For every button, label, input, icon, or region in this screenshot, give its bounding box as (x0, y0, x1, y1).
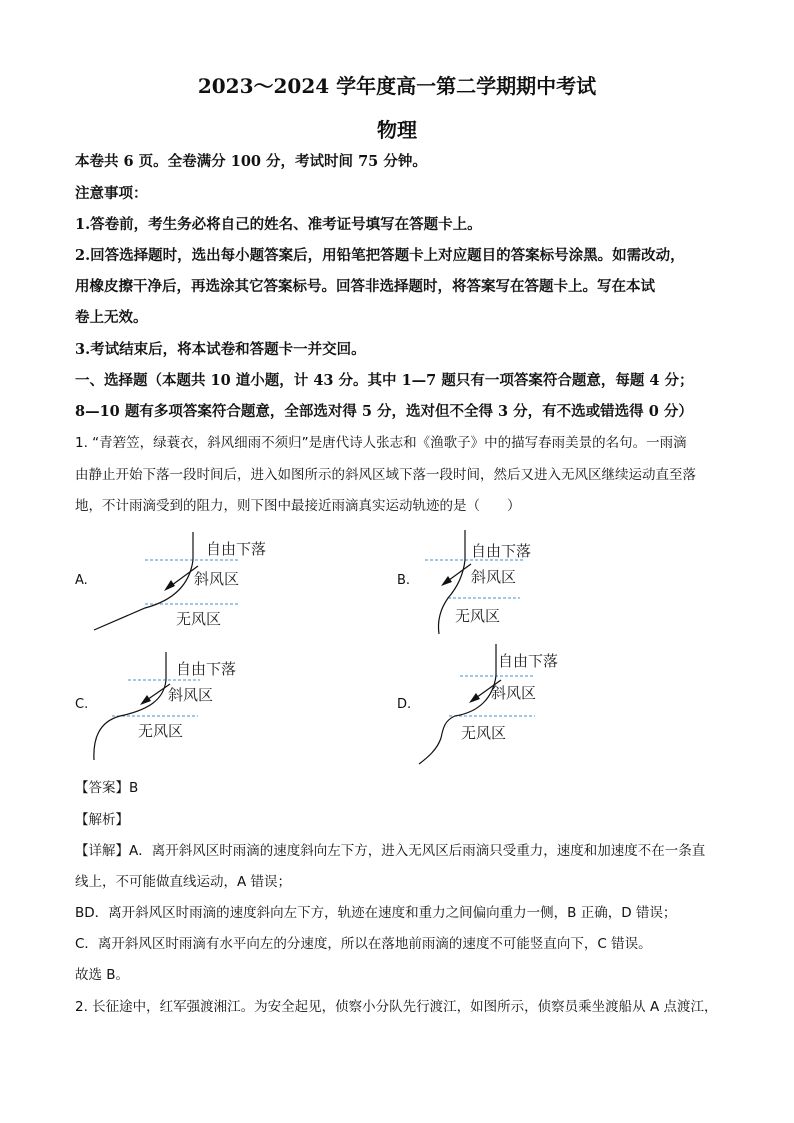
free-fall-label: 自由下落 (206, 540, 267, 558)
answer-line: 【答案】B (75, 780, 139, 796)
exam-title: 2023～2024 学年度高一第二学期期中考试 (197, 74, 597, 98)
question-1-line-3: 地，不计雨滴受到的阻力，则下图中最接近雨滴真实运动轨迹的是（ ） (75, 498, 521, 514)
slant-wind-label: 斜风区 (491, 684, 537, 702)
notes-item-3: 3.考试结束后，将本试卷和答题卡一并交回。 (75, 341, 366, 358)
option-a-diagram (90, 528, 290, 638)
trajectory-line (419, 644, 496, 764)
arrow-head (441, 576, 452, 586)
no-wind-label: 无风区 (455, 607, 501, 625)
option-b-label: B. (397, 573, 411, 588)
option-d-diagram (415, 642, 615, 767)
conclusion-line: 故选 B。 (75, 967, 130, 983)
arrow-head (164, 580, 175, 591)
slant-wind-label: 斜风区 (194, 570, 240, 588)
detail-line-4: C．离开斜风区时雨滴有水平向左的分速度，所以在落地前雨滴的速度不可能竖直向下，C 错误。 (75, 936, 652, 952)
exam-intro: 本卷共 6 页。全卷满分 100 分，考试时间 75 分钟。 (75, 153, 427, 170)
trajectory-line (94, 652, 166, 760)
free-fall-label: 自由下落 (176, 660, 237, 678)
notes-item-2-line-2: 用橡皮擦干净后，再选涂其它答案标号。回答非选择题时，将答案写在答题卡上。写在本试 (75, 278, 655, 295)
option-c-label: C. (75, 697, 89, 712)
slant-wind-label: 斜风区 (471, 568, 517, 586)
option-d-label: D. (397, 697, 412, 712)
detail-line-2: 线上，不可能做直线运动，A 错误； (75, 874, 292, 890)
free-fall-label: 自由下落 (498, 652, 559, 670)
no-wind-label: 无风区 (138, 722, 184, 740)
section-heading-line-1: 一、选择题（本题共 10 道小题，计 43 分。其中 1—7 题只有一项答案符合题意，每题 4 分； (75, 372, 694, 389)
no-wind-label: 无风区 (176, 610, 222, 628)
option-c-diagram (90, 650, 290, 765)
slant-wind-label: 斜风区 (168, 686, 214, 704)
question-2-line-1: 2. 长征途中，红军强渡湘江。为安全起见，侦察小分队先行渡江，如图所示，侦察员乘坐渡船从 A 点渡江， (75, 999, 718, 1015)
notes-item-2-line-1: 2.回答选择题时，选出每小题答案后，用铅笔把答题卡上对应题目的答案标号涂黑。如需改动， (75, 247, 685, 264)
section-heading-line-2: 8—10 题有多项答案符合题意，全部选对得 5 分，选对但不全得 3 分，有不选或错选得 0 分） (75, 403, 693, 420)
question-1-line-1: 1. “青箬笠，绿蓑衣，斜风细雨不须归”是唐代诗人张志和《渔歌子》中的描写春雨美景的名句。一雨滴 (75, 435, 687, 451)
free-fall-label: 自由下落 (471, 542, 532, 560)
notes-item-1: 1.答卷前，考生务必将自己的姓名、准考证号填写在答题卡上。 (75, 216, 482, 233)
notes-item-2-line-3: 卷上无效。 (75, 309, 148, 326)
detail-line-3: BD．离开斜风区时雨滴的速度斜向左下方，轨迹在速度和重力之间偏向重力一侧，B 正确，D 错误； (75, 905, 677, 921)
notes-heading: 注意事项： (75, 185, 148, 202)
arrow-head (140, 695, 151, 705)
arrow-head (469, 693, 480, 703)
option-b-diagram (415, 528, 615, 638)
option-a-label: A. (75, 573, 88, 588)
analysis-heading: 【解析】 (75, 812, 129, 828)
subject-title: 物理 (377, 118, 417, 142)
no-wind-label: 无风区 (461, 724, 507, 742)
detail-line-1: 【详解】A．离开斜风区时雨滴的速度斜向左下方，进入无风区后雨滴只受重力，速度和加速度不在一条直 (75, 843, 706, 859)
question-1-line-2: 由静止开始下落一段时间后，进入如图所示的斜风区域下落一段时间，然后又进入无风区继续运动直至落 (75, 467, 696, 483)
